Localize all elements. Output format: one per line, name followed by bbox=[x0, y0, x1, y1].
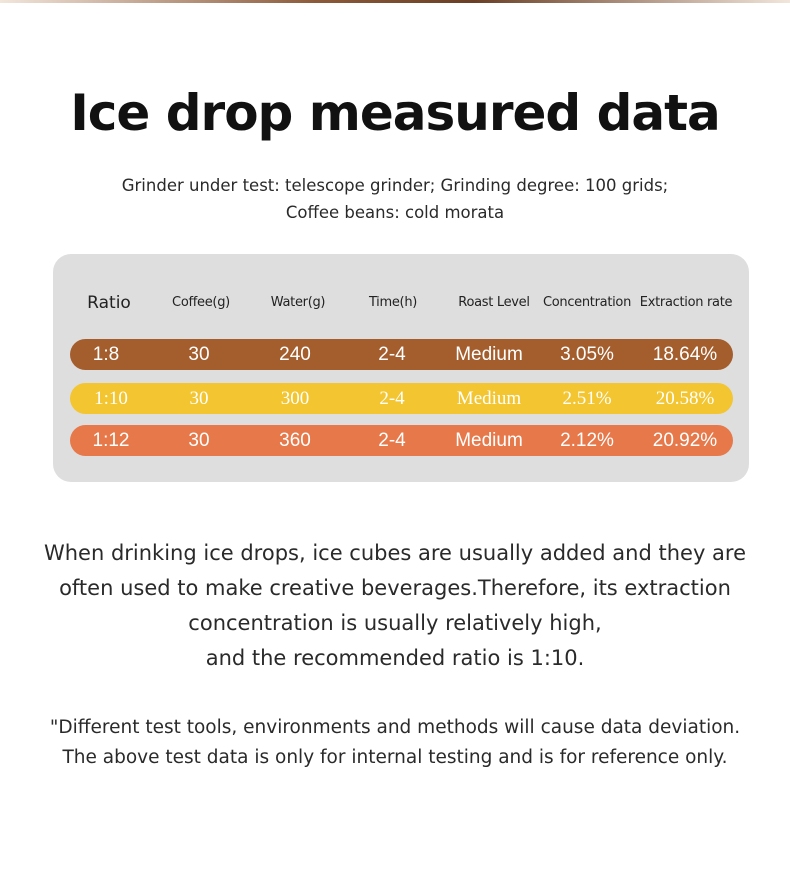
description-line-2: often used to make creative beverages.Therefore, its extraction bbox=[59, 576, 731, 600]
description-line-4: and the recommended ratio is 1:10. bbox=[205, 646, 585, 670]
cell-water: 360 bbox=[279, 430, 311, 451]
cell-roast-level: Medium bbox=[456, 388, 522, 409]
cell-ratio: 1:8 bbox=[92, 344, 120, 365]
table-row bbox=[70, 339, 733, 370]
cell-time: 2-4 bbox=[379, 388, 405, 409]
cell-coffee: 30 bbox=[189, 388, 209, 409]
cell-water: 240 bbox=[279, 344, 311, 365]
cell-concentration: 3.05% bbox=[560, 344, 614, 365]
cell-concentration: 2.12% bbox=[560, 430, 614, 451]
cell-time: 2-4 bbox=[378, 430, 406, 451]
cell-extraction-rate: 20.58% bbox=[655, 388, 715, 409]
table-row bbox=[70, 383, 733, 414]
header-coffee: Coffee(g) bbox=[172, 295, 230, 310]
cell-coffee: 30 bbox=[188, 430, 210, 451]
header-extraction-rate: Extraction rate bbox=[639, 295, 733, 310]
header-ratio: Ratio bbox=[87, 293, 131, 313]
disclaimer-line-1: "Different test tools, environments and methods will cause data deviation. bbox=[49, 717, 741, 738]
header-concentration: Concentration bbox=[542, 295, 632, 310]
cell-time: 2-4 bbox=[378, 344, 406, 365]
header-water: Water(g) bbox=[270, 295, 326, 310]
cell-ratio: 1:12 bbox=[92, 430, 130, 451]
disclaimer-line-2: The above test data is only for internal testing and is for reference only. bbox=[62, 747, 728, 768]
top-accent-bar bbox=[0, 0, 790, 3]
description-line-3: concentration is usually relatively high, bbox=[188, 611, 602, 635]
cell-coffee: 30 bbox=[188, 344, 210, 365]
cell-roast-level: Medium bbox=[455, 430, 523, 451]
cell-ratio: 1:10 bbox=[94, 388, 128, 409]
header-roast-level: Roast Level bbox=[458, 295, 530, 310]
header-time: Time(h) bbox=[368, 295, 418, 310]
cell-extraction-rate: 18.64% bbox=[652, 344, 718, 365]
cell-extraction-rate: 20.92% bbox=[652, 430, 718, 451]
cell-concentration: 2.51% bbox=[562, 388, 612, 409]
cell-water: 300 bbox=[280, 388, 310, 409]
description-line-1: When drinking ice drops, ice cubes are usually added and they are bbox=[43, 541, 747, 565]
cell-roast-level: Medium bbox=[455, 344, 523, 365]
table-row bbox=[70, 425, 733, 456]
subtitle-line-1: Grinder under test: telescope grinder; Grinding degree: 100 grids; bbox=[121, 176, 669, 195]
page-title: Ice drop measured data bbox=[70, 84, 720, 142]
subtitle-line-2: Coffee beans: cold morata bbox=[285, 203, 505, 222]
